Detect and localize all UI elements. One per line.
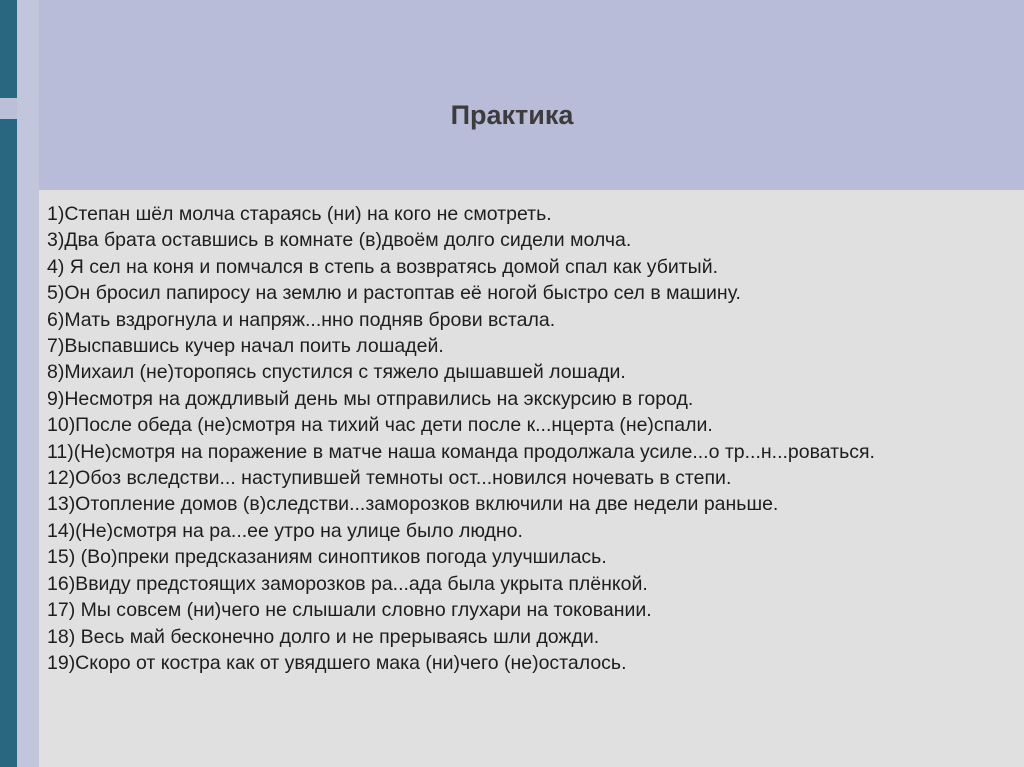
exercise-line: 11)(Не)смотря на поражение в матче наша команда продолжала усиле...о тр...н...роваться. (47, 440, 875, 463)
left-edge-bar-bottom (0, 119, 17, 767)
exercise-line: 14)(Не)смотря на ра...ее утро на улице было людно. (47, 519, 523, 542)
slide-header (39, 0, 1024, 190)
slide-content (39, 190, 1024, 767)
exercise-line: 13)Отопление домов (в)следстви...заморозков включили на две недели раньше. (47, 493, 779, 516)
exercise-line: 18) Весь май бесконечно долго и не прерываясь шли дожди. (47, 625, 600, 648)
slide-title: Практика (450, 100, 574, 130)
exercise-line: 7)Выспавшись кучер начал поить лошадей. (47, 335, 444, 358)
exercise-line: 1)Степан шёл молча стараясь (ни) на кого не смотреть. (47, 203, 552, 225)
exercise-line: 16)Ввиду предстоящих заморозков ра...ада была укрыта плёнкой. (47, 572, 648, 595)
exercise-line: 15) (Во)преки предсказаниям синоптиков погода улучшилась. (47, 546, 607, 569)
exercise-line: 12)Обоз вследстви... наступившей темноты ост...новился ночевать в степи. (47, 467, 732, 490)
exercise-line: 3)Два брата оставшись в комнате (в)двоём долго сидели молча. (47, 229, 632, 252)
exercise-line: 19)Скоро от костра как от увядшего мака (ни)чего (не)осталось. (47, 651, 627, 674)
exercise-line: 6)Мать вздрогнула и напряж...нно подняв брови встала. (47, 308, 556, 331)
exercise-line: 8)Михаил (не)торопясь спустился с тяжело дышавшей лошади. (47, 361, 626, 384)
exercise-line: 4) Я сел на коня и помчался в степь а возвратясь домой спал как убитый. (47, 255, 719, 278)
exercise-list (47, 201, 875, 676)
exercise-line: 5)Он бросил папиросу на землю и растоптав её ногой быстро сел в машину. (47, 282, 741, 305)
exercise-line: 17) Мы совсем (ни)чего не слышали словно глухари на токовании. (47, 599, 652, 622)
exercise-line: 10)После обеда (не)смотря на тихий час дети после к...нцерта (не)спали. (47, 414, 713, 437)
exercise-line: 9)Несмотря на дождливый день мы отправились на экскурсию в город. (47, 387, 694, 410)
left-edge-bar-top (0, 0, 17, 98)
